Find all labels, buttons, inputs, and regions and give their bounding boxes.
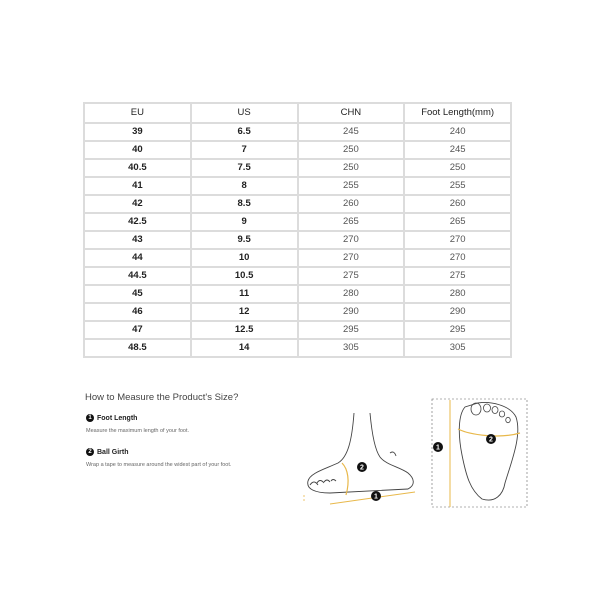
cell-chn: 295 [298,321,405,339]
size-chart-table [83,102,512,358]
cell-chn: 270 [298,231,405,249]
cell-us: 9.5 [191,231,298,249]
header-us: US [191,103,298,123]
measure-title: How to Measure the Product's Size? [85,392,239,403]
table-row [84,177,511,195]
header-foot-length: Foot Length(mm) [404,103,511,123]
cell-chn: 250 [298,159,405,177]
cell-us: 11 [191,285,298,303]
table-row [84,267,511,285]
cell-foot-length: 240 [404,123,511,141]
table-row [84,141,511,159]
cell-us: 9 [191,213,298,231]
cell-us: 12.5 [191,321,298,339]
cell-foot-length: 270 [404,249,511,267]
table-row [84,159,511,177]
cell-us: 6.5 [191,123,298,141]
cell-eu: 48.5 [84,339,191,357]
cell-foot-length: 250 [404,159,511,177]
cell-chn: 245 [298,123,405,141]
cell-us: 10 [191,249,298,267]
cell-eu: 41 [84,177,191,195]
cell-chn: 305 [298,339,405,357]
cell-us: 7.5 [191,159,298,177]
ball-girth-line [342,463,348,495]
cell-us: 14 [191,339,298,357]
cell-eu: 39 [84,123,191,141]
step-number-badge: 1 [86,414,94,422]
cell-us: 8.5 [191,195,298,213]
cell-us: 8 [191,177,298,195]
cell-foot-length: 260 [404,195,511,213]
cell-chn: 260 [298,195,405,213]
cell-foot-length: 255 [404,177,511,195]
cell-foot-length: 280 [404,285,511,303]
step-number-badge: 2 [86,448,94,456]
cell-eu: 40.5 [84,159,191,177]
table-row [84,195,511,213]
table-row [84,339,511,357]
table-row [84,303,511,321]
step-foot-length [86,414,189,434]
marker-2-label: 2 [360,464,364,472]
cell-foot-length: 245 [404,141,511,159]
step-label: Foot Length [97,414,138,422]
step-description: Wrap a tape to measure around the widest part of your foot. [86,462,232,468]
cell-foot-length: 270 [404,231,511,249]
cell-foot-length: 295 [404,321,511,339]
cell-eu: 42 [84,195,191,213]
cell-eu: 40 [84,141,191,159]
cell-chn: 280 [298,285,405,303]
cell-foot-length: 275 [404,267,511,285]
table-row [84,213,511,231]
cell-eu: 42.5 [84,213,191,231]
cell-chn: 250 [298,141,405,159]
cell-foot-length: 305 [404,339,511,357]
header-eu: EU [84,103,191,123]
foot-measure-illustration [290,395,540,515]
header-chn: CHN [298,103,405,123]
table-header-row [84,103,511,123]
cell-eu: 43 [84,231,191,249]
step-ball-girth [86,448,231,468]
foot-top-view [432,399,527,507]
table-row [84,285,511,303]
cell-chn: 290 [298,303,405,321]
cell-foot-length: 290 [404,303,511,321]
cell-eu: 45 [84,285,191,303]
top-marker-2-label: 2 [489,436,493,444]
table-row [84,249,511,267]
step-label: Ball Girth [97,448,129,456]
cell-us: 12 [191,303,298,321]
cell-us: 10.5 [191,267,298,285]
cell-us: 7 [191,141,298,159]
table-row [84,321,511,339]
marker-1-label: 1 [374,493,378,501]
cell-eu: 47 [84,321,191,339]
cell-chn: 265 [298,213,405,231]
table-body [84,123,511,357]
table-row [84,123,511,141]
cell-eu: 44.5 [84,267,191,285]
cell-foot-length: 265 [404,213,511,231]
foot-side-view [308,413,414,493]
cell-eu: 44 [84,249,191,267]
step-description: Measure the maximum length of your foot. [86,428,190,434]
cell-chn: 255 [298,177,405,195]
cell-eu: 46 [84,303,191,321]
table-row [84,231,511,249]
top-marker-1-label: 1 [436,444,440,452]
cell-chn: 270 [298,249,405,267]
cell-chn: 275 [298,267,405,285]
